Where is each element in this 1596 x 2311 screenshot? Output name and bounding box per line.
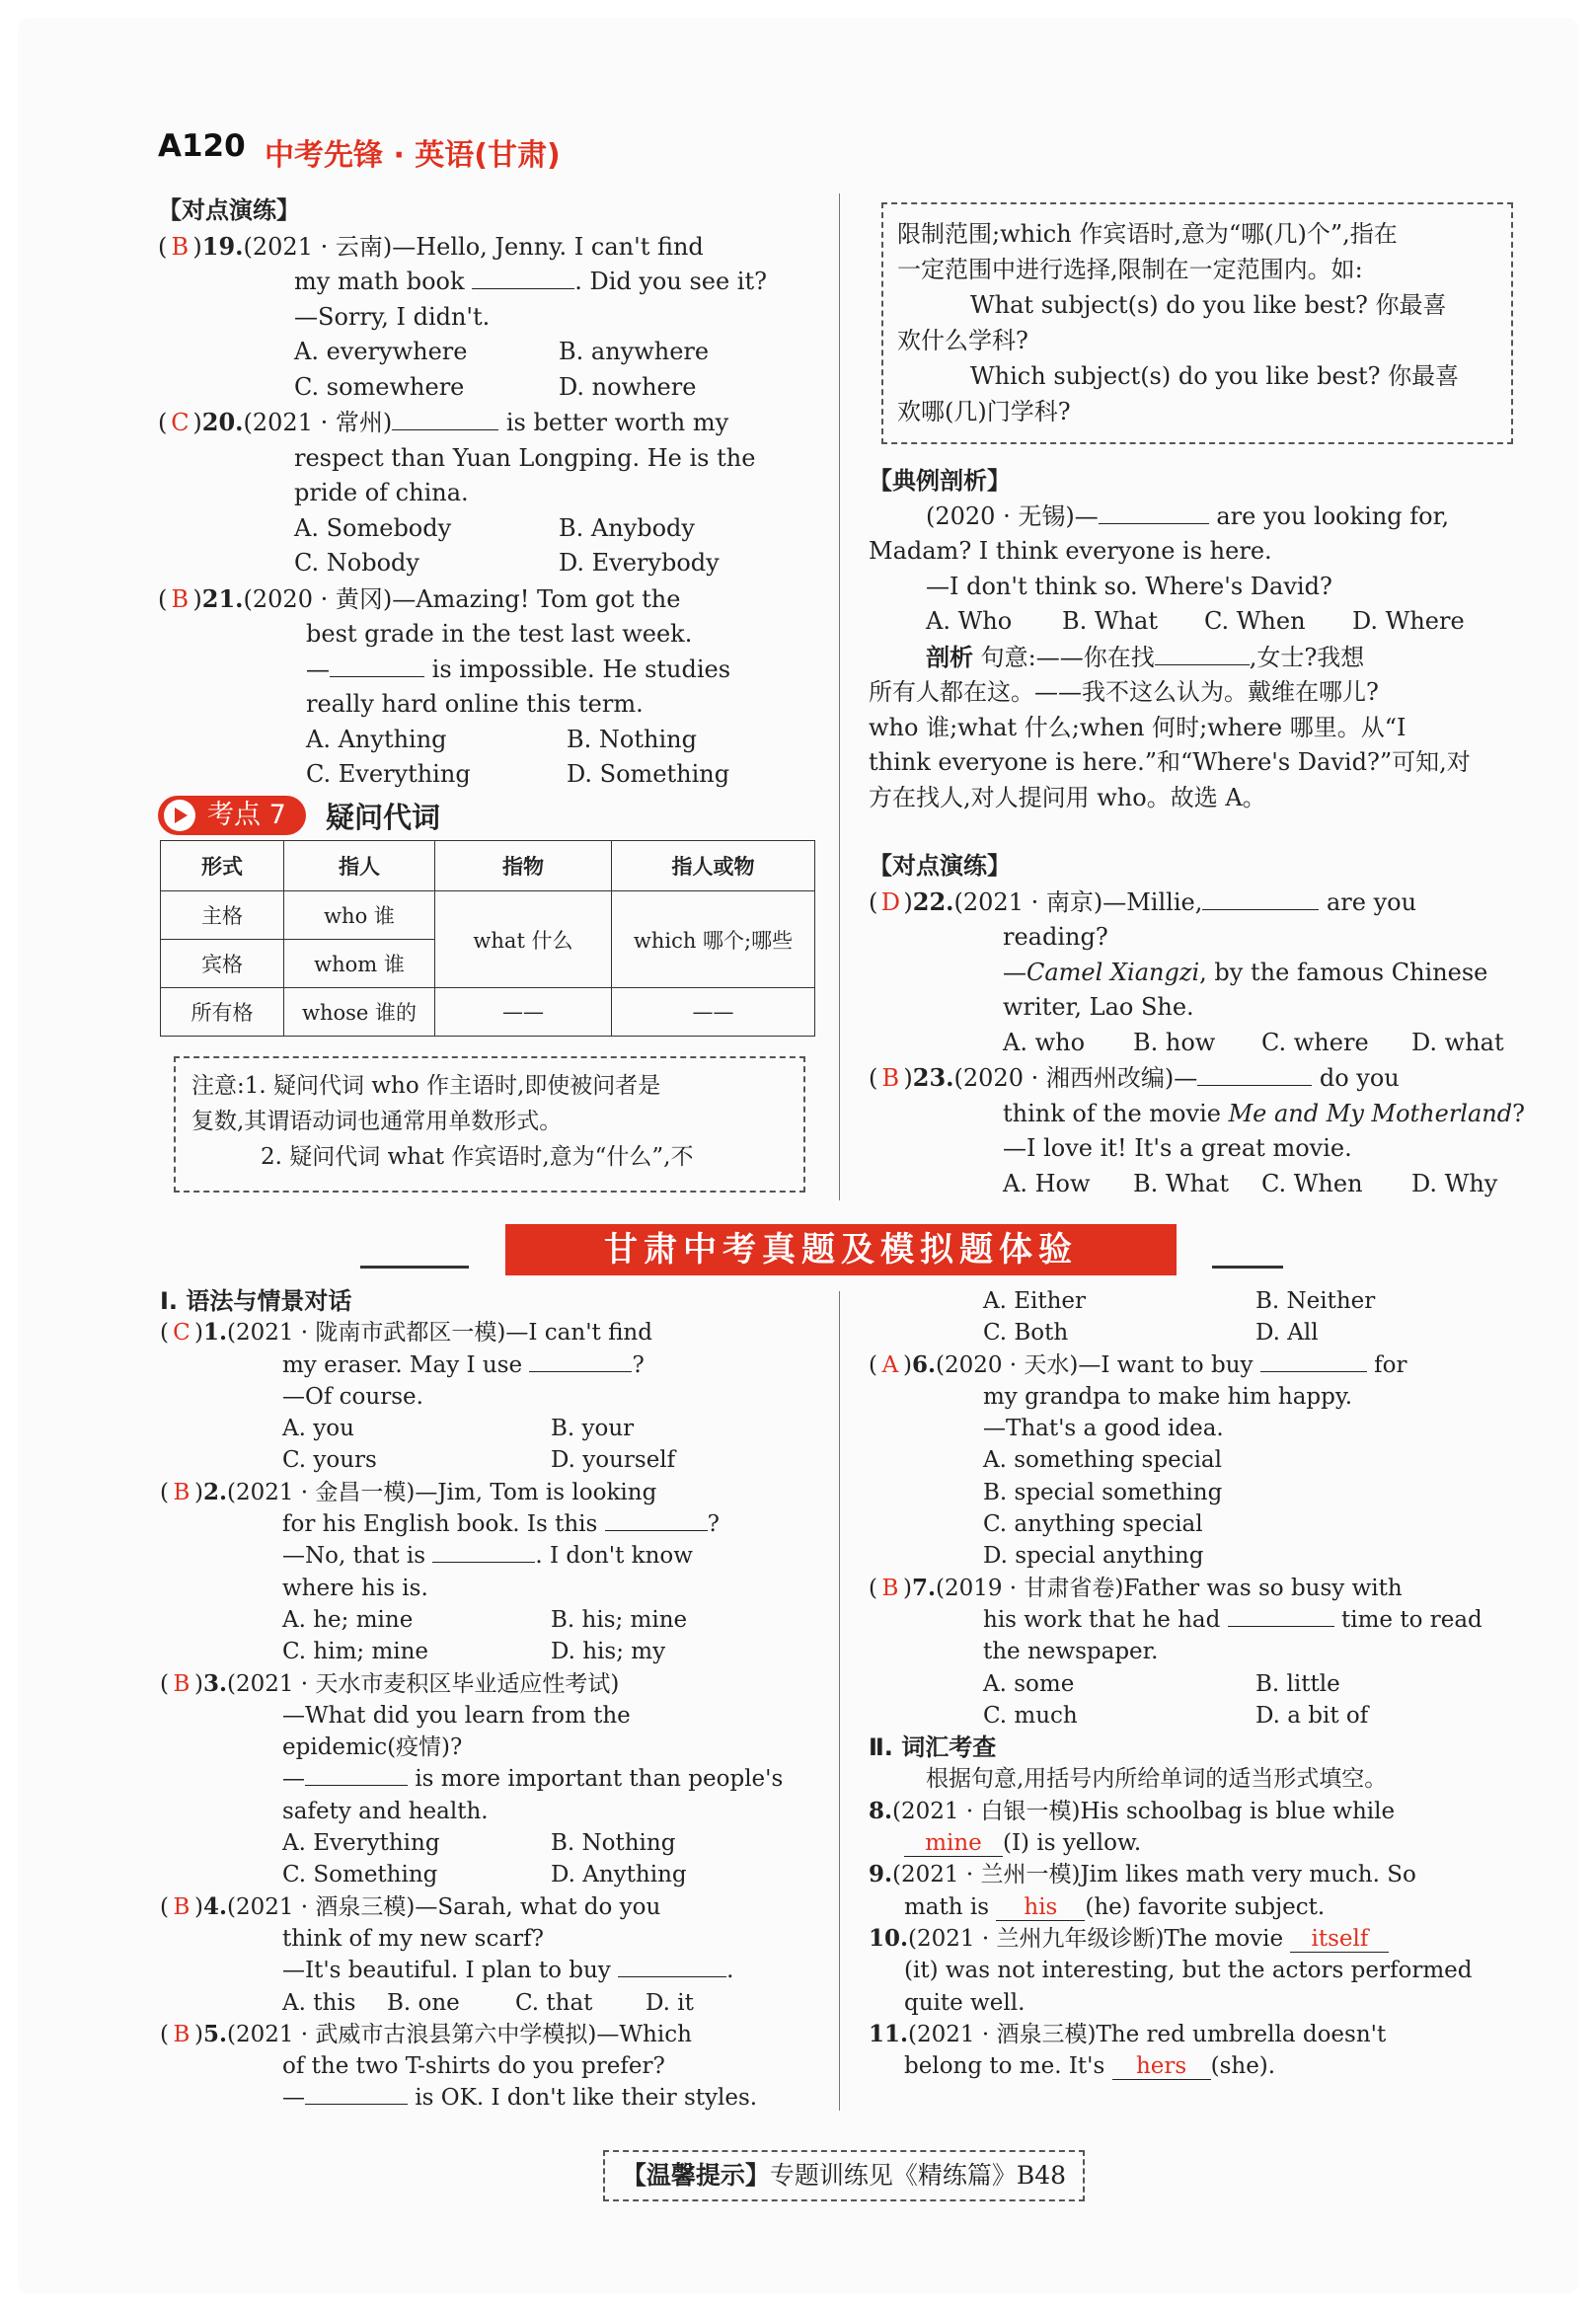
footer-tip: 【温馨提示】专题训练见《精练篇》B48 bbox=[603, 2150, 1085, 2201]
question-19: ( B )19.(2021 · 云南)—Hello, Jenny. I can't find bbox=[158, 231, 704, 261]
note-box: 注意:1. 疑问代词 who 作主语时,即使被问者是 复数,其谓语动词也通常用单数形式。 2. 疑问代词 what 作宾语时,意为“什么”,不 bbox=[174, 1056, 805, 1193]
note-continuation-box: 限制范围;which 作宾语时,意为“哪(几)个”,指在 一定范围中进行选择,限制在一定范围内。如: What subject(s) do you like best? 你最喜 欢什么学科? Which subject(s) do you like best? 你最喜 欢哪(几)门学科? bbox=[881, 202, 1513, 444]
banner-line-right bbox=[1212, 1266, 1283, 1269]
section-heading: 【对点演练】 bbox=[158, 196, 300, 224]
question-22: ( D )22.(2021 · 南京)—Millie, are you bbox=[869, 886, 1417, 916]
question-20: ( C )20.(2021 · 常州) is better worth my bbox=[158, 408, 729, 436]
left-practice: 【对点演练】 ( B )19.(2021 · 云南)—Hello, Jenny. I can't find my math book . Did you see it? —Sorry, I didn't. A. everywhere B. anywhere C. somewhere D. nowhere ( C )20.(2021 · 常州) is better worth my respect than Yuan Longping. He is the pride of china. A. Somebody B. Anybody C. Nobody D. Everybody ( B )21.(2020 · 黄冈)—Amazing! Tom got the best grade in the test last week. — is impossible. He studies really hard online this term. A. Anything B. Nothing C. Everything D. Something bbox=[158, 193, 819, 793]
page-code: A120 bbox=[158, 128, 246, 164]
kaodian-badge: 考点 7 bbox=[158, 796, 306, 835]
section-1-left: Ⅰ. 语法与情景对话 ( C )1.(2021 · 陇南市武都区一模)—I can't find my eraser. May I use ? —Of course. A. you B. your C. yours D. yourself ( B )2.(2021 · 金昌一模)—Jim, Tom is looking for his English book. Is this ? —No, that is . I don't know where his is. A. he; mine B. his; mine C. him; mine D. his; my ( B )3.(2021 · 天水市麦积区毕业适应性考试) —What did you learn from the epidemic(疫情)? — is more important than people's safety and health. A. Everything B. Nothing C. Something D. Anything ( B )4.(2021 · 酒泉三模)—Sarah, what do you think of my new scarf? —It's beautiful. I plan to buy . A. this B. one C. that D. it ( B )5.(2021 · 武威市古浪县第六中学模拟)—Which of the two T-shirts do you prefer? — is OK. I don't like their styles. bbox=[160, 1287, 784, 2112]
pronoun-table: 形式 指人 指物 指人或物 主格 who 谁 what 什么 which 哪个;哪些 宾格 whom 谁 所有格 whose 谁的 —— —— bbox=[160, 840, 815, 1037]
column-divider bbox=[839, 193, 840, 1200]
section-banner: 甘肃中考真题及模拟题体验 bbox=[505, 1224, 1177, 1275]
play-arrow-icon bbox=[164, 800, 195, 831]
filled-answer: itself bbox=[1290, 1926, 1389, 1953]
example-analysis: 【典例剖析】 (2020 · 无锡)— are you looking for, Madam? I think everyone is here. —I don't think so. Where's David? A. Who B. What C. When D. Where 剖析 句意:——你在找 ,女士?我想 所有人都在这。——我不这么认为。戴维在哪儿? who 谁;what 什么;when 何时;where 哪里。从“I think everyone is here.”和“Where's David?”可知,对 方在找人,对人提问用 who。故选 A。 bbox=[869, 467, 1471, 811]
right-practice: 【对点演练】 ( D )22.(2021 · 南京)—Millie, are you reading? —Camel Xiangzi, by the famous Chinese writer, Lao She. A. who B. how C. where D. what ( B )23.(2020 · 湘西州改编)— do you think of the movie Me and My Motherland? —I love it! It's a great movie. A. How B. What C. When D. Why bbox=[869, 849, 1530, 1201]
banner-line-left bbox=[360, 1266, 469, 1269]
book-title: 中考先锋 · 英语(甘肃) bbox=[265, 138, 561, 173]
question-23: ( B )23.(2020 · 湘西州改编)— do you bbox=[869, 1063, 1400, 1092]
filled-answer: his bbox=[996, 1894, 1085, 1921]
column-divider-lower bbox=[839, 1291, 840, 2111]
section-1-right: A. Either B. Neither C. Both D. All ( A )6.(2020 · 天水)—I want to buy for my grandpa to make him happy. —That's a good idea. A. something special B. special something C. anything special D. special anything ( B )7.(2019 · 甘肃省卷)Father was so busy with his work that he had time to read the newspaper. A. some B. little C. much D. a bit of Ⅱ. 词汇考查 根据句意,用括号内所给单词的适当形式填空。 8.(2021 · 白银一模)His schoolbag is blue while mine (I) is yellow. 9.(2021 · 兰州一模)Jim likes math very much. So math is his (he) favorite subject. 10.(2021 · 兰州九年级诊断)The movie itself (it) was not interesting, but the actors performed quite well. 11.(2021 · 酒泉三模)The red umbrella doesn't belong to me. It's hers (she). bbox=[869, 1288, 1482, 2080]
filled-answer: hers bbox=[1112, 2053, 1211, 2080]
answer-blank bbox=[472, 267, 574, 289]
question-21: ( B )21.(2020 · 黄冈)—Amazing! Tom got the bbox=[158, 583, 681, 613]
kaodian-title: 疑问代词 bbox=[326, 801, 441, 834]
filled-answer: mine bbox=[904, 1830, 1003, 1857]
